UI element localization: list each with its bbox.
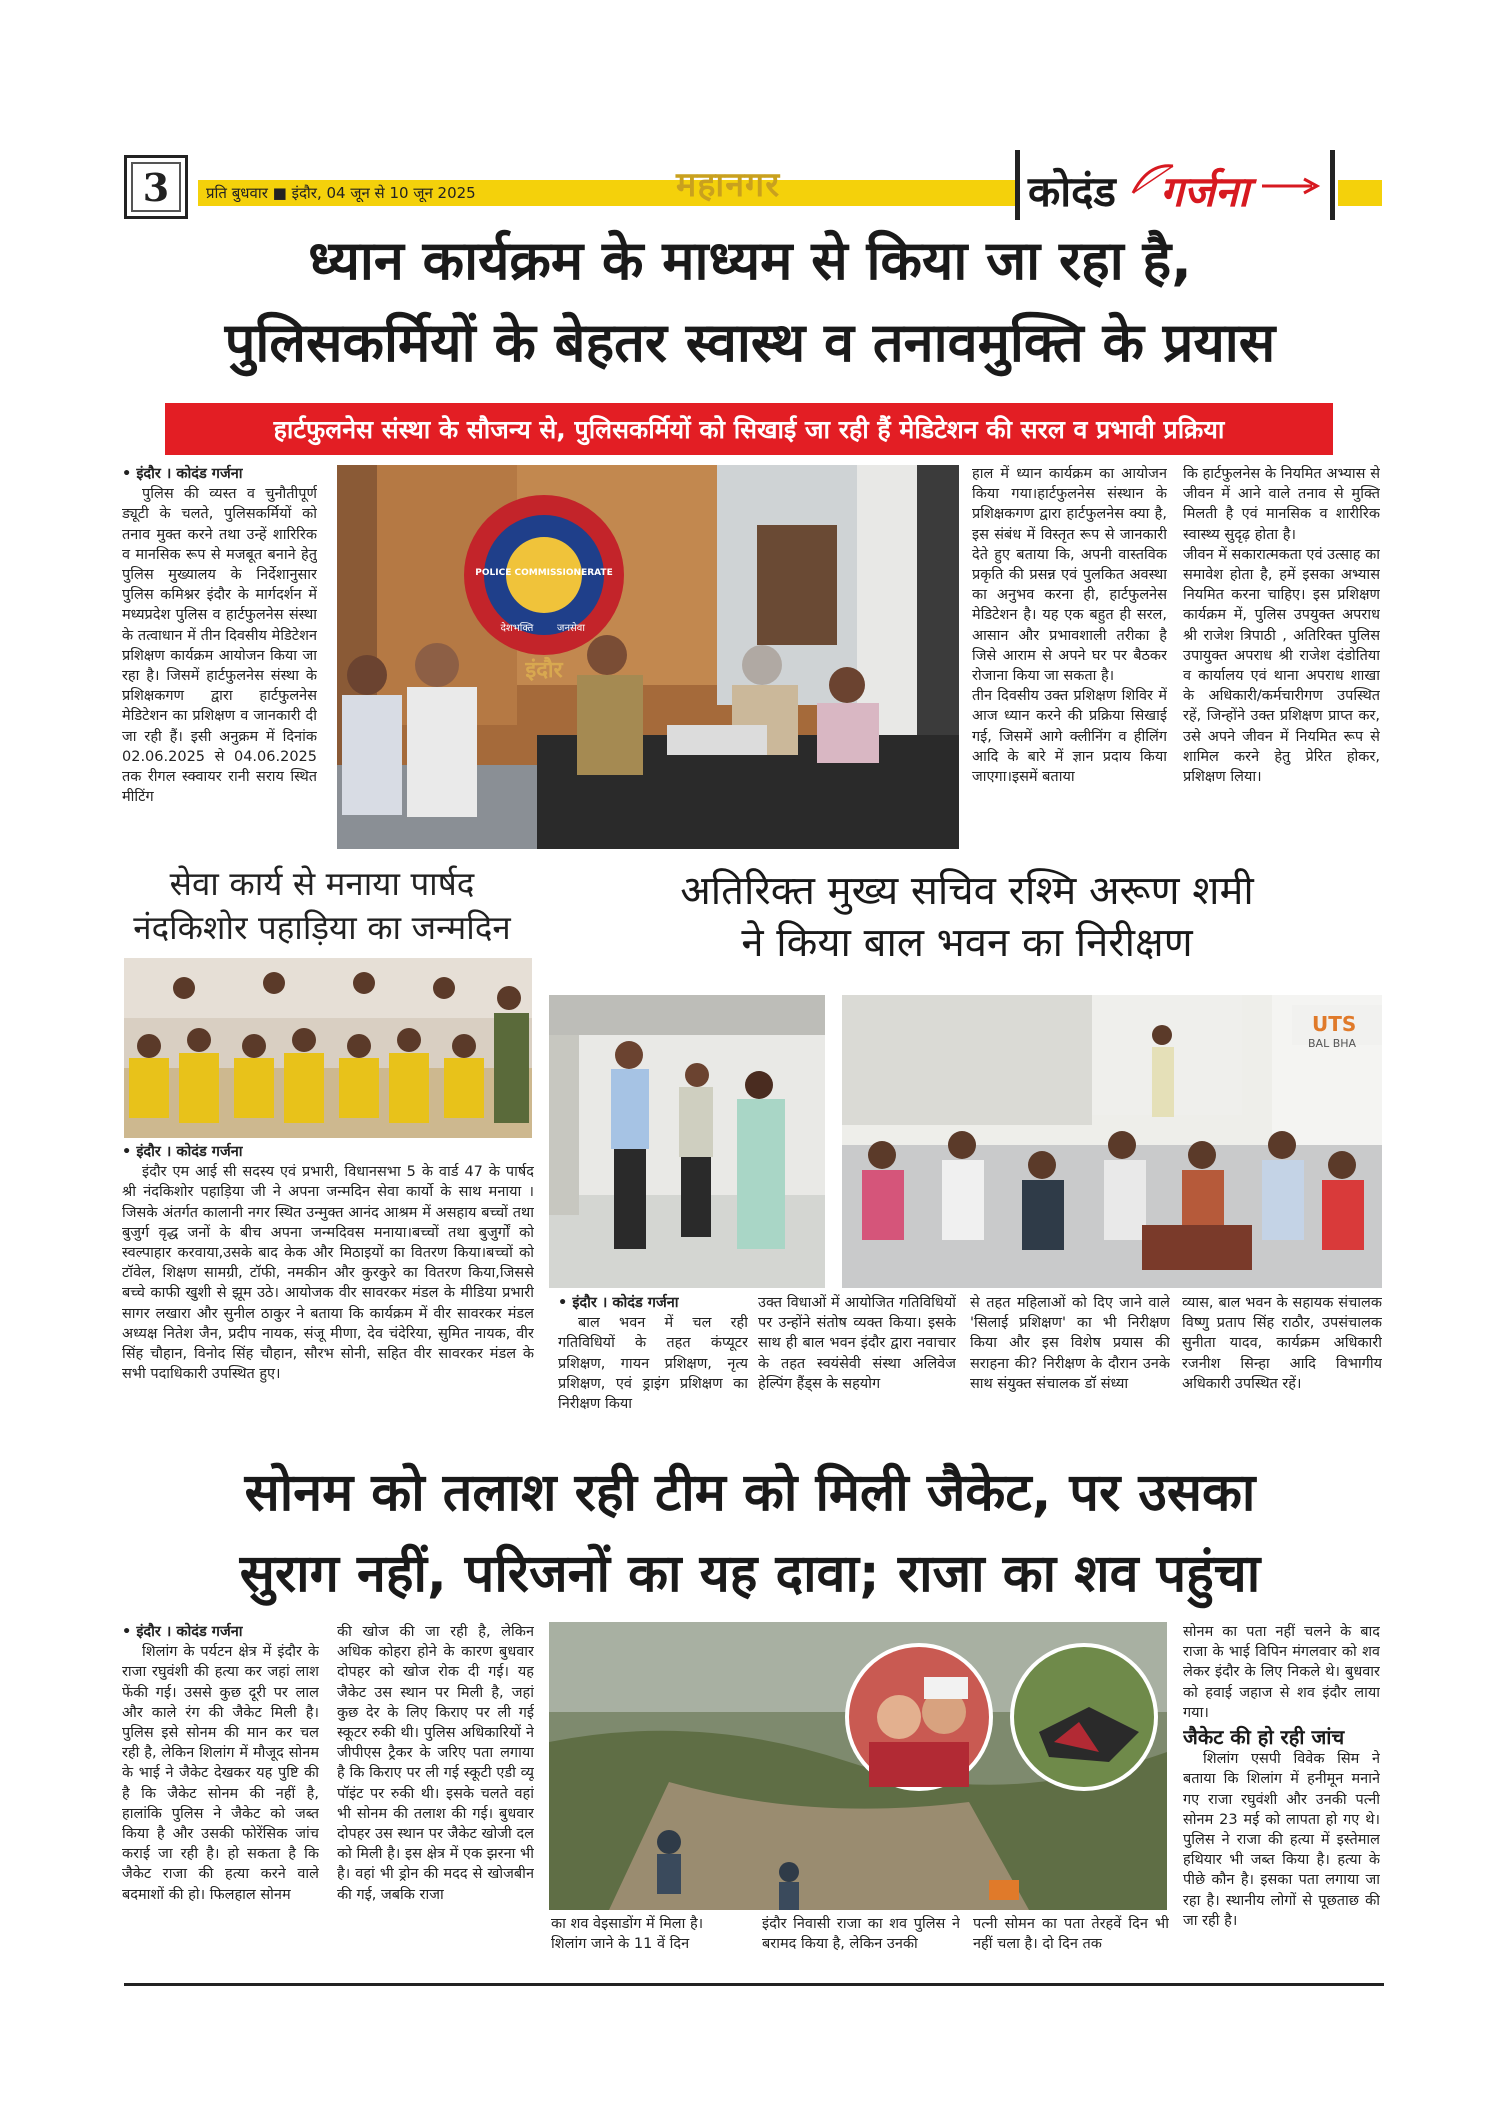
- emblem-motto-1: देशभक्ति: [500, 623, 534, 634]
- story3-col2-text: उक्त विधाओं में आयोजित गतिविधियों पर उन्होंने संतोष व्यक्त किया। इसके साथ ही बाल भवन इंदौर द्वारा नवाचार के तहत स्वयंसेवी संस्था अलिवेज हेल्पिंग हैंड्स के सहयोग: [758, 1295, 956, 1392]
- story4-col1-text: शिलांग के पर्यटन क्षेत्र में इंदौर के राजा रघुवंशी की हत्या कर जहां लाश फेंकी गई। उससे कुछ दूरी पर लाल और काले रंग की जैकेट मिली है। पुलिस इसे सोनम की मान कर चल रही है, लेकिन शिलांग में मौजूद सोनम के भाई ने जैकेट देखकर यह पुष्टि की है कि जैकेट सोनम की नहीं है, हालांकि पुलिस ने जैकेट को जब्त किया है और उसकी फोरेंसिक जांच कराई जा रही है। हो सकता है कि जैकेट राजा की हत्या करने वाले बदमाशों की हो। फिलहाल सोनम: [122, 1644, 319, 1903]
- emblem-ring-text: POLICE COMMISSIONERATE: [475, 568, 613, 578]
- story1-col3-text: कि हार्टफुलनेस के नियमित अभ्यास से जीवन में आने वाले तनाव से मुक्ति मिलती है एवं मानसिक व शारीरिक स्वास्थ्य सुदृढ़ होता है। जीवन में सकारात्मकता एवं उत्साह का समावेश होता है, हमें इसका अभ्यास नियमित करना चाहिए। इस प्रशिक्षण कार्यक्रम में, पुलिस उपयुक्त अपराध श्री राजेश त्रिपाठी , अतिरिक्त पुलिस उपायुक्त अपराध श्री राजेश दंडोतिया व कार्यालय एवं थाना अपराध शाखा के अधिकारी/कर्मचारीगण उपस्थित रहें, जिन्होंने उक्त प्रशिक्षण प्राप्त कर, उसे अपने जीवन में नियमित रूप से शामिल करने हेतु प्रेरित होकर, प्रशिक्षण लिया।: [1183, 466, 1380, 786]
- story4-col4: [762, 1914, 960, 1958]
- story1-byline: • इंदौर । कोदंड गर्जना: [122, 466, 243, 482]
- story2-headline-line2: नंदकिशोर पहाड़िया का जन्मदिन: [133, 908, 511, 947]
- story3-headline-line2: ने किया बाल भवन का निरीक्षण: [741, 920, 1193, 966]
- story4-col3: [551, 1914, 749, 1958]
- logo-divider-left: [1015, 150, 1020, 220]
- story4-col6-text: सोनम का पता नहीं चलने के बाद राजा के भाई विपिन मंगलवार को शव लेकर इंदौर के लिए निकले थे। बुधवार को हवाई जहाज से शव इंदौर लाया गया।: [1183, 1624, 1380, 1721]
- page-number-box: [124, 155, 188, 219]
- story2-body-text: इंदौर एम आई सी सदस्य एवं प्रभारी, विधानसभा 5 के वार्ड 47 के पार्षद श्री नंदकिशोर पहाड़िया जी ने अपना जन्मदिन सेवा कार्यो के साथ मनाया ।जिसके अंतर्गत कालानी नगर स्थित उन्मुक्त आनंद आश्रम में असहाय बच्चों तथा बुजुर्ग वृद्ध जनों के बीच अपना जन्मदिवस मनाया।बच्चों तथा बुजुर्गों को स्वल्पाहार करवाया,उसके बाद केक और मिठाइयों का वितरण किया।बच्चों को टॉवेल, शिक्षण सामग्री, टॉफी, नमकीन और कुरकुरे का वितरण किया,जिससे बच्चे काफी खुशी से झूम उठे। आयोजक वीर सावरकर मंडल के मीडिया प्रभारी सागर लखारा और सुनील ठाकुर ने बताया कि कार्यक्रम में वीर सावरकर मंडल अध्यक्ष नितेश जैन, प्रदीप नायक, संजू मीणा, देव चंदेरिया, सुमित नायक, वीर सिंह चौहान, विनोद सिंह चौहान, सौरभ सोनी, सहित वीर सावरकर मंडल के सभी पदाधिकारी उपस्थित हुए।: [122, 1164, 534, 1383]
- bal-bhawan-sign-subtext: BAL BHA: [1308, 1037, 1357, 1050]
- emblem-motto-2: जनसेवा: [557, 623, 585, 634]
- story4-col2-text: की खोज की जा रही है, लेकिन अधिक कोहरा होने के कारण बुधवार दोपहर को खोज रोक दी गई। यह जैकेट उस स्थान पर मिली है, जहां कुछ देर के लिए किराए पर ली गई स्कूटर रुकी थी। पुलिस अधिकारियों ने जीपीएस ट्रैकर के जरिए पता लगाया है कि किराए पर ली गई स्कूटी एडी व्यू पॉइंट पर रुकी थी। इसके चलते वहां भी सोनम की तलाश की गई। बुधवार दोपहर उस स्थान पर जैकेट खोजी दल को मिली है। इस क्षेत्र में एक झरना भी है। वहां भी ड्रोन की मदद से खोजबीन की गई, जबकि राजा: [337, 1624, 534, 1903]
- story3-col3: [970, 1293, 1170, 1443]
- story2-byline: • इंदौर । कोदंड गर्जना: [122, 1144, 243, 1160]
- story4-headline-line2: सुराग नहीं, परिजनों का यह दावा; राजा का शव पहुंचा: [239, 1544, 1261, 1604]
- story4-col6: [1183, 1622, 1380, 1962]
- story1-deck-text: हार्टफुलनेस संस्था के सौजन्य से, पुलिसकर्मियों को सिखाई जा रही हैं मेडिटेशन की सरल व प्रभावी प्रक्रिया: [273, 415, 1225, 444]
- story1-headline-line1: ध्यान कार्यक्रम के माध्यम से किया जा रहा है,: [308, 229, 1192, 292]
- story4-byline: • इंदौर । कोदंड गर्जना: [122, 1624, 243, 1640]
- story3-col1: [558, 1293, 748, 1443]
- story4-col4-text: इंदौर निवासी राजा का शव पुलिस ने बरामद किया है, लेकिन उनकी: [762, 1916, 960, 1953]
- story1-col1-text: पुलिस की व्यस्त व चुनौतीपूर्ण ड्यूटी के चलते, पुलिसकर्मियों को तनाव मुक्त करने तथा उन्हें शारिरिक व मानसिक रूप से मजबूत बनाने हेतु पुलिस मुख्यालय के निर्देशानुसार पुलिस कमिश्नर इंदौर के मार्गदर्शन में मध्यप्रदेश पुलिस व हार्टफुलनेस संस्था के तत्वाधान में तीन दिवसीय मेडिटेशन प्रशिक्षण कार्यक्रम आयोजन किया जा रहा है। जिसमें हार्टफुलनेस संस्था के प्रशिक्षकगण द्वारा हार्टफुलनेस मेडिटेशन का प्रशिक्षण व जानकारी दी जा रही हैं। इसी अनुक्रम में दिनांक 02.06.2025 से 04.06.2025 तक रीगल स्क्वायर रानी सराय स्थित मीटिंग: [122, 486, 317, 806]
- story4-col1: [122, 1622, 319, 1957]
- page-number: 3: [142, 164, 170, 210]
- masthead-band-right: [1338, 180, 1382, 206]
- story4-col5: [973, 1914, 1169, 1958]
- story3-headline-line1: अतिरिक्त मुख्य सचिव रश्मि अरूण शमी: [680, 868, 1254, 914]
- arrow-icon: [1262, 176, 1322, 196]
- story2-headline-line1: सेवा कार्य से मनाया पार्षद: [169, 864, 475, 903]
- bottom-rule: [124, 1983, 1384, 1986]
- dateline: प्रति बुधवार ■ इंदौर, 04 जून से 10 जून 2025: [206, 184, 476, 202]
- story3-photo-sewing-class: [842, 995, 1382, 1288]
- emblem-city: इंदौर: [525, 658, 563, 683]
- story1-col2: [972, 464, 1167, 852]
- story1-headline-line2: पुलिसकर्मियों के बेहतर स्वास्थ व तनावमुक्ति के प्रयास: [224, 311, 1276, 374]
- story4-col3-text: का शव वेइसाडोंग में मिला है। शिलांग जाने के 11 वें दिन: [551, 1916, 704, 1953]
- story4-headline-line1: सोनम को तलाश रही टीम को मिली जैकेट, पर उसका: [244, 1463, 1256, 1523]
- story4-subhead: जैकेट की हो रही जांच: [1183, 1725, 1345, 1750]
- story1-photo-police-meditation: [337, 465, 959, 849]
- bal-bhawan-sign-text: UTS: [1312, 1012, 1357, 1036]
- logo-text-kodand: कोदंड: [1028, 167, 1116, 216]
- section-name: महानगर: [676, 165, 781, 205]
- story4-photo-search-site: [549, 1622, 1167, 1910]
- story1-col1: [122, 464, 317, 852]
- story4-col5-text: पत्नी सोमन का पता तेरहवें दिन भी नहीं चला है। दो दिन तक: [973, 1916, 1169, 1953]
- story2-body: [122, 1142, 534, 1442]
- story3-photo-officials-walking: [549, 995, 825, 1288]
- story3-col1-text: बाल भवन में चल रही गतिविधियों के तहत कंप्यूटर प्रशिक्षण, गायन प्रशिक्षण, नृत्य प्रशिक्षण, एवं ड्राइंग प्रशिक्षण का निरीक्षण किया: [558, 1315, 748, 1413]
- story3-col3-text: से तहत महिलाओं को दिए जाने वाले 'सिलाई प्रशिक्षण' का भी निरीक्षण किया और इस विशेष प्रयास की सराहना की? निरीक्षण के दौरान उनके साथ संयुक्त संचालक डॉ संध्या: [970, 1295, 1170, 1392]
- story2-photo-birthday-children: [124, 958, 532, 1138]
- story1-col2-text: हाल में ध्यान कार्यक्रम का आयोजन किया गया।हार्टफुलनेस संस्थान के प्रशिक्षकगण द्वारा हार्टफुलनेस क्या है, इस संबंध में विस्तृत रूप से जानकारी देते हुए बताया कि, अपनी वास्तविक प्रकृति की प्रसन्न एवं पुलकित अवस्था का अनुभव करना ही, हार्टफुलनेस मेडिटेशन है। यह एक बहुत ही सरल, आसान और प्रभावशाली तरीका है जिसे आराम से अपने घर पर बैठकर रोजाना किया जा सकता है। तीन दिवसीय उक्त प्रशिक्षण शिविर में आज ध्यान करने की प्रक्रिया सिखाई गई, जिसमें आगे क्लीनिंग व हीलिंग आदि के बारे में ज्ञान प्रदाय किया जाएगा।इसमें बताया: [972, 466, 1167, 786]
- story4-col2: [337, 1622, 534, 1957]
- story3-byline: • इंदौर । कोदंड गर्जना: [558, 1295, 679, 1311]
- logo-text-garjana: गर्जना: [1160, 167, 1249, 216]
- story1-col3: [1183, 464, 1380, 852]
- logo-divider-right: [1330, 150, 1335, 220]
- story3-col4-text: व्यास, बाल भवन के सहायक संचालक विष्णु प्रताप सिंह राठौर, उपसंचालक सुनीता यादव, कार्यक्रम अधिकारी रजनीश सिन्हा आदि विभागीय अधिकारी उपस्थित रहें।: [1182, 1295, 1382, 1392]
- story3-col2: [758, 1293, 956, 1443]
- story1-deck: [165, 403, 1333, 455]
- story4-col6b-text: शिलांग एसपी विवेक सिम ने बताया कि शिलांग में हनीमून मनाने गए राजा रघुवंशी और उनकी पत्नी सोनम 23 मई को लापता हो गए थे। पुलिस ने राजा की हत्या में इस्तेमाल हथियार भी जब्त किया है। हत्या के पीछे कौन है। इसका पता लगाया जा रहा है। स्थानीय लोगों से पूछताछ की जा रही है।: [1183, 1751, 1380, 1929]
- story3-col4: [1182, 1293, 1382, 1443]
